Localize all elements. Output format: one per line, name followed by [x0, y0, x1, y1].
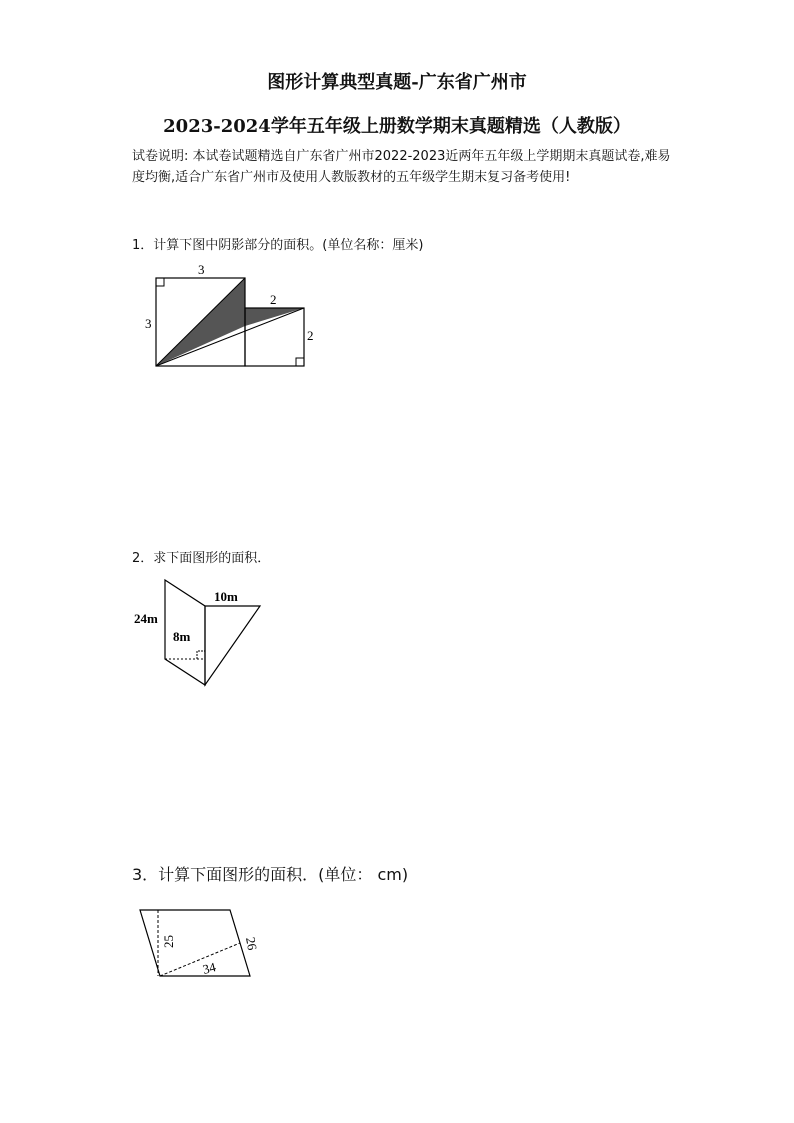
label-mid: 2: [270, 292, 277, 307]
question-1-figure: [140, 260, 330, 380]
triangle: [205, 606, 260, 685]
question-3-figure: [128, 900, 278, 990]
parallelogram: [140, 910, 250, 976]
label-height: 8m: [173, 629, 191, 644]
label-height: 25: [161, 935, 176, 948]
label-left: 3: [145, 316, 152, 331]
right-angle-mark: [197, 651, 205, 659]
page-subtitle: 2023-2024学年五年级上册数学期末真题精选（人教版）: [163, 116, 631, 137]
question-2-text: 2．求下面图形的面积．: [132, 551, 271, 566]
right-angle-mark: [156, 278, 164, 286]
label-top: 3: [198, 262, 205, 277]
shaded-triangle-small: [245, 308, 304, 326]
question-3-text: 3．计算下面图形的面积．(单位： cm): [132, 865, 409, 884]
label-top: 10m: [214, 589, 238, 604]
label-left: 24m: [134, 611, 158, 626]
question-1-text: 1．计算下图中阴影部分的面积。(单位名称：厘米): [132, 238, 424, 253]
label-right: 2: [307, 328, 314, 343]
right-angle-mark: [296, 358, 304, 366]
label-side: 26: [243, 935, 261, 952]
exam-description: 试卷说明: 本试卷试题精选自广东省广州市2022-2023近两年五年级上学期期末真题试卷,难易度均衡,适合广东省广州市及使用人教版教材的五年级学生期末复习备考使用!: [132, 149, 671, 185]
label-base: 34: [201, 959, 218, 977]
page-title: 图形计算典型真题-广东省广州市: [267, 72, 527, 93]
question-2-figure: [130, 575, 270, 695]
